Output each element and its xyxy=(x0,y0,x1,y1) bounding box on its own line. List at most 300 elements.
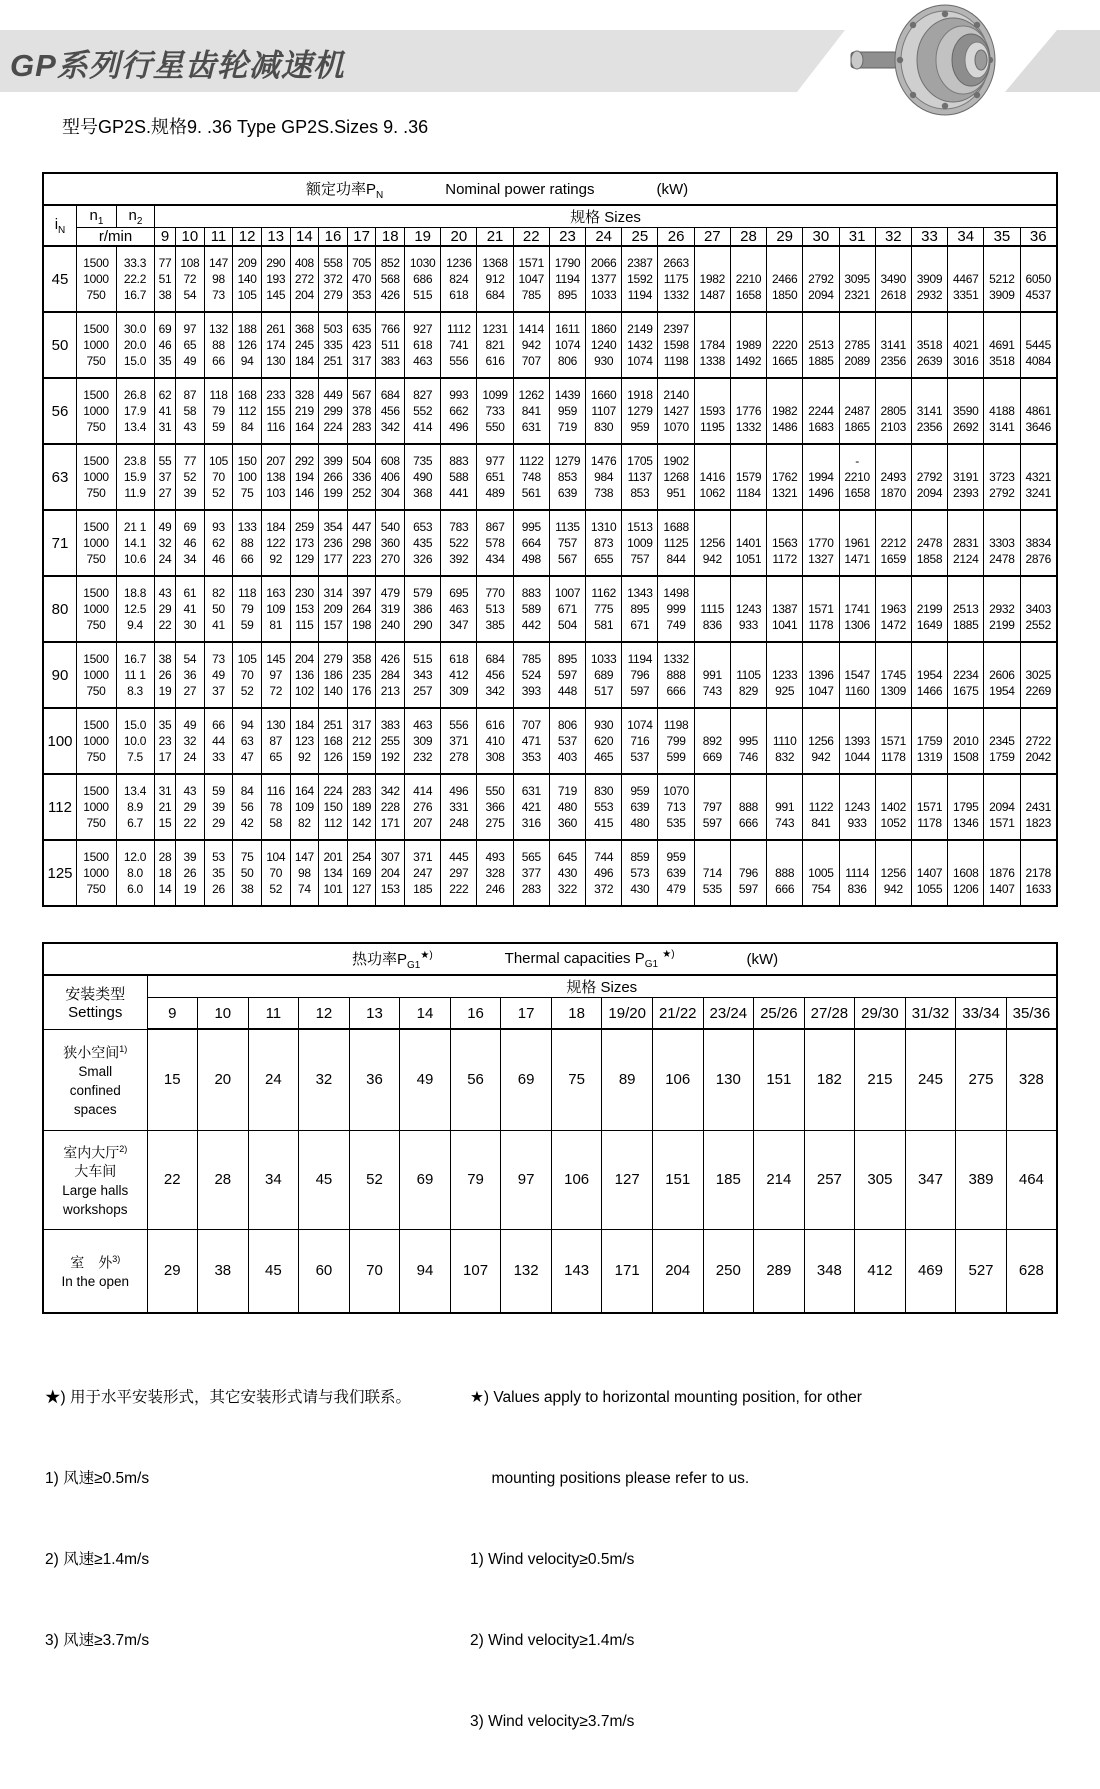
power-cell: 719 480 360 xyxy=(549,774,585,840)
thermal-cell: 348 xyxy=(804,1229,855,1313)
thermal-cell: 328 xyxy=(1006,1029,1057,1130)
power-cell: 1688 1125 844 xyxy=(658,510,694,576)
power-title-zh: 额定功率$P_N$ xyxy=(306,180,384,201)
thermal-cell: 305 xyxy=(855,1130,906,1229)
power-cell: 1476 984 738 xyxy=(586,444,622,510)
power-row-80 xyxy=(43,576,1057,642)
power-row-100 xyxy=(43,708,1057,774)
power-cell: 426 284 213 xyxy=(376,642,405,708)
n1-cell: 1500 1000 750 xyxy=(77,312,117,378)
power-cell: 147 98 74 xyxy=(290,840,319,906)
power-cell: 695 463 347 xyxy=(441,576,477,642)
n1-cell: 1500 1000 750 xyxy=(77,510,117,576)
power-cell: 4188 3141 xyxy=(984,378,1020,444)
thermal-cell: 182 xyxy=(804,1029,855,1130)
power-cell: 1310 873 655 xyxy=(586,510,622,576)
power-cell: 1860 1240 930 xyxy=(586,312,622,378)
power-cell: 132 88 66 xyxy=(204,312,233,378)
thermal-cell: 56 xyxy=(450,1029,501,1130)
power-cell: 150 100 75 xyxy=(233,444,262,510)
power-cell: 785 524 393 xyxy=(513,642,549,708)
power-cell: 830 553 415 xyxy=(586,774,622,840)
ratio-cell: 63 xyxy=(43,444,77,510)
power-cell: 991 743 xyxy=(694,642,730,708)
thermal-cell: 469 xyxy=(905,1229,956,1313)
power-cell: 1236 824 618 xyxy=(441,246,477,312)
power-cell: 2066 1377 1033 xyxy=(586,246,622,312)
power-cell: 31 21 15 xyxy=(155,774,176,840)
power-cell: 2210 1658 xyxy=(730,246,766,312)
power-cell: 2431 1823 xyxy=(1020,774,1057,840)
thermal-cell: 94 xyxy=(400,1229,451,1313)
thermal-cell: 132 xyxy=(501,1229,552,1313)
power-row-56 xyxy=(43,378,1057,444)
power-cell: 62 41 31 xyxy=(155,378,176,444)
power-cell: 354 236 177 xyxy=(319,510,348,576)
power-cell: 2094 1571 xyxy=(984,774,1020,840)
power-cell: 2244 1683 xyxy=(803,378,839,444)
thermal-cell: 79 xyxy=(450,1130,501,1229)
power-cell: 2792 2094 xyxy=(803,246,839,312)
power-cell: 1571 1178 xyxy=(875,708,911,774)
power-cell: 1112 741 556 xyxy=(441,312,477,378)
thermal-cell: 97 xyxy=(501,1130,552,1229)
power-cell: 1105 829 xyxy=(730,642,766,708)
size-column-header: 12 xyxy=(233,228,262,247)
n2-cell: 13.4 8.9 6.7 xyxy=(117,774,155,840)
thermal-title-en: Thermal capacities $P_{G1}$ ★) xyxy=(504,948,675,970)
power-cell: - 2210 1658 xyxy=(839,444,875,510)
thermal-cell: 215 xyxy=(855,1029,906,1130)
power-row-90 xyxy=(43,642,1057,708)
power-cell: 55 37 27 xyxy=(155,444,176,510)
size-column-header: 16 xyxy=(450,998,501,1030)
power-cell: 1233 925 xyxy=(767,642,803,708)
power-cell: 4321 3241 xyxy=(1020,444,1057,510)
power-cell: 397 264 198 xyxy=(347,576,376,642)
power-cell: 1994 1496 xyxy=(803,444,839,510)
power-cell: 3909 2932 xyxy=(911,246,947,312)
n1-cell: 1500 1000 750 xyxy=(77,774,117,840)
thermal-cell: 347 xyxy=(905,1130,956,1229)
power-cell: 1030 686 515 xyxy=(405,246,441,312)
power-cell: 207 138 103 xyxy=(261,444,290,510)
power-cell: 5445 4084 xyxy=(1020,312,1057,378)
size-column-header: 35/36 xyxy=(1006,998,1057,1030)
power-cell: 35 23 17 xyxy=(155,708,176,774)
power-cell: 163 109 81 xyxy=(261,576,290,642)
power-cell: 1256 942 xyxy=(694,510,730,576)
power-cell: 342 228 171 xyxy=(376,774,405,840)
power-cell: 4691 3518 xyxy=(984,312,1020,378)
power-cell: 97 65 49 xyxy=(176,312,205,378)
thermal-cell: 204 xyxy=(652,1229,703,1313)
power-cell: 1114 836 xyxy=(839,840,875,906)
power-ratings-table xyxy=(42,172,1058,907)
power-cell: 1402 1052 xyxy=(875,774,911,840)
power-cell: 1162 775 581 xyxy=(586,576,622,642)
power-cell: 2212 1659 xyxy=(875,510,911,576)
thermal-cell: 464 xyxy=(1006,1130,1057,1229)
thermal-cell: 171 xyxy=(602,1229,653,1313)
power-cell: 2932 2199 xyxy=(984,576,1020,642)
thermal-cell: 151 xyxy=(652,1130,703,1229)
power-cell: 1741 1306 xyxy=(839,576,875,642)
size-column-header: 21/22 xyxy=(652,998,703,1030)
size-column-header: 31/32 xyxy=(905,998,956,1030)
gearbox-image xyxy=(845,2,1015,122)
power-cell: 447 298 223 xyxy=(347,510,376,576)
n2-cell: 15.0 10.0 7.5 xyxy=(117,708,155,774)
power-cell: 1135 757 567 xyxy=(549,510,585,576)
power-cell: 565 377 283 xyxy=(513,840,549,906)
power-cell: 2149 1432 1074 xyxy=(622,312,658,378)
power-cell: 2010 1508 xyxy=(948,708,984,774)
thermal-cell: 89 xyxy=(602,1029,653,1130)
thermal-cell: 412 xyxy=(855,1229,906,1313)
power-cell: 977 651 489 xyxy=(477,444,513,510)
power-cell: 1513 1009 757 xyxy=(622,510,658,576)
power-cell: 2722 2042 xyxy=(1020,708,1057,774)
power-header-row-2 xyxy=(43,228,1057,247)
power-cell: 399 266 199 xyxy=(319,444,348,510)
power-cell: 1005 754 xyxy=(803,840,839,906)
power-cell: 827 552 414 xyxy=(405,378,441,444)
power-cell: 307 204 153 xyxy=(376,840,405,906)
size-column-header: 14 xyxy=(290,228,319,247)
power-cell: 883 588 441 xyxy=(441,444,477,510)
power-cell: 2220 1665 xyxy=(767,312,803,378)
power-cell: 133 88 66 xyxy=(233,510,262,576)
thermal-row xyxy=(43,1130,1057,1229)
power-row-71 xyxy=(43,510,1057,576)
power-cell: 1343 895 671 xyxy=(622,576,658,642)
thermal-cell: 628 xyxy=(1006,1229,1057,1313)
power-cell: 283 189 142 xyxy=(347,774,376,840)
power-cell: 1387 1041 xyxy=(767,576,803,642)
n1-cell: 1500 1000 750 xyxy=(77,444,117,510)
power-table-title-row xyxy=(43,173,1057,205)
power-cell: 1982 1486 xyxy=(767,378,803,444)
size-column-header: 25/26 xyxy=(754,998,805,1030)
thermal-cell: 60 xyxy=(299,1229,350,1313)
power-cell: 28 18 14 xyxy=(155,840,176,906)
power-cell: 515 343 257 xyxy=(405,642,441,708)
power-cell: 3141 2356 xyxy=(875,312,911,378)
setting-label-cell: 室内大厅$^{2)}$ 大车间 Large halls workshops xyxy=(43,1130,147,1229)
thermal-cell: 52 xyxy=(349,1130,400,1229)
power-cell: 2234 1675 xyxy=(948,642,984,708)
n2-cell: 23.8 15.9 11.9 xyxy=(117,444,155,510)
thermal-cell: 45 xyxy=(299,1130,350,1229)
page-title: GP系列行星齿轮减速机 xyxy=(10,48,345,83)
power-cell: 94 63 47 xyxy=(233,708,262,774)
power-cell: 290 193 145 xyxy=(261,246,290,312)
size-column-header: 28 xyxy=(730,228,766,247)
n1-column-header: $n_1$ xyxy=(77,205,117,228)
power-cell: 892 669 xyxy=(694,708,730,774)
power-cell: 684 456 342 xyxy=(376,378,405,444)
power-cell: 503 335 251 xyxy=(319,312,348,378)
thermal-cell: 107 xyxy=(450,1229,501,1313)
power-cell: 1982 1487 xyxy=(694,246,730,312)
settings-column-header: 安装类型 Settings xyxy=(43,975,147,1029)
setting-label-cell: 室 外$^{3)}$ In the open xyxy=(43,1229,147,1313)
power-cell: 859 573 430 xyxy=(622,840,658,906)
power-cell: 38 26 19 xyxy=(155,642,176,708)
n1-cell: 1500 1000 750 xyxy=(77,840,117,906)
power-cell: 3518 2639 xyxy=(911,312,947,378)
power-cell: 2466 1850 xyxy=(767,246,803,312)
thermal-cell: 45 xyxy=(248,1229,299,1313)
n1-cell: 1500 1000 750 xyxy=(77,378,117,444)
power-cell: 314 209 157 xyxy=(319,576,348,642)
banner-stripe xyxy=(1005,30,1100,92)
power-cell: 1439 959 719 xyxy=(549,378,585,444)
thermal-cell: 257 xyxy=(804,1130,855,1229)
power-cell: 1547 1160 xyxy=(839,642,875,708)
power-cell: 1762 1321 xyxy=(767,444,803,510)
power-cell: 59 39 29 xyxy=(204,774,233,840)
thermal-cell: 38 xyxy=(198,1229,249,1313)
power-cell: 1989 1492 xyxy=(730,312,766,378)
footnote-line: 3) Wind velocity≥3.7m/s xyxy=(470,1713,635,1730)
thermal-cell: 289 xyxy=(754,1229,805,1313)
power-cell: 2493 1870 xyxy=(875,444,911,510)
power-cell: 504 336 252 xyxy=(347,444,376,510)
power-cell: 1571 1178 xyxy=(911,774,947,840)
power-cell: 4467 3351 xyxy=(948,246,984,312)
power-cell: 540 360 270 xyxy=(376,510,405,576)
size-column-header: 31 xyxy=(839,228,875,247)
power-cell: 558 372 279 xyxy=(319,246,348,312)
size-column-header: 16 xyxy=(319,228,348,247)
thermal-capacities-table xyxy=(42,942,1058,1314)
power-cell: 1368 912 684 xyxy=(477,246,513,312)
thermal-cell: 69 xyxy=(400,1130,451,1229)
power-cell: 2805 2103 xyxy=(875,378,911,444)
ratio-cell: 50 xyxy=(43,312,77,378)
power-cell: 3303 2478 xyxy=(984,510,1020,576)
ratio-cell: 100 xyxy=(43,708,77,774)
power-title-unit: (kW) xyxy=(656,180,689,198)
power-cell: 1795 1346 xyxy=(948,774,984,840)
power-cell: 1770 1327 xyxy=(803,510,839,576)
size-column-header: 19/20 xyxy=(602,998,653,1030)
power-cell: 251 168 126 xyxy=(319,708,348,774)
power-cell: 82 50 41 xyxy=(204,576,233,642)
size-column-header: 29/30 xyxy=(855,998,906,1030)
thermal-cell: 69 xyxy=(501,1029,552,1130)
power-cell: 3723 2792 xyxy=(984,444,1020,510)
thermal-cell: 32 xyxy=(299,1029,350,1130)
power-cell: 49 32 24 xyxy=(176,708,205,774)
power-cell: 3590 2692 xyxy=(948,378,984,444)
thermal-cell: 151 xyxy=(754,1029,805,1130)
power-cell: 567 378 283 xyxy=(347,378,376,444)
ratio-cell: 112 xyxy=(43,774,77,840)
power-cell: 93 62 46 xyxy=(204,510,233,576)
power-cell: 292 194 146 xyxy=(290,444,319,510)
thermal-cell: 275 xyxy=(956,1029,1007,1130)
thermal-table-title-row xyxy=(43,943,1057,975)
power-cell: 2513 1885 xyxy=(948,576,984,642)
thermal-cell: 36 xyxy=(349,1029,400,1130)
power-cell: 1122 748 561 xyxy=(513,444,549,510)
n2-cell: 26.8 17.9 13.4 xyxy=(117,378,155,444)
thermal-cell: 49 xyxy=(400,1029,451,1130)
power-cell: 383 255 192 xyxy=(376,708,405,774)
power-cell: 1498 999 749 xyxy=(658,576,694,642)
power-cell: 735 490 368 xyxy=(405,444,441,510)
size-column-header: 11 xyxy=(248,998,299,1030)
power-cell: 4861 3646 xyxy=(1020,378,1057,444)
thermal-header-row-2 xyxy=(43,998,1057,1030)
size-column-header: 25 xyxy=(622,228,658,247)
size-column-header: 9 xyxy=(147,998,198,1030)
thermal-title-unit: (kW) xyxy=(746,950,779,968)
power-cell: 2792 2094 xyxy=(911,444,947,510)
power-cell: 645 430 322 xyxy=(549,840,585,906)
size-column-header: 27/28 xyxy=(804,998,855,1030)
power-cell: 1790 1194 895 xyxy=(549,246,585,312)
power-cell: 73 49 37 xyxy=(204,642,233,708)
size-column-header: 34 xyxy=(948,228,984,247)
power-cell: 3403 2552 xyxy=(1020,576,1057,642)
n2-column-header: $n_2$ xyxy=(117,205,155,228)
power-cell: 2387 1592 1194 xyxy=(622,246,658,312)
power-cell: 368 245 184 xyxy=(290,312,319,378)
thermal-cell: 130 xyxy=(703,1029,754,1130)
power-cell: 184 123 92 xyxy=(290,708,319,774)
size-column-header: 24 xyxy=(586,228,622,247)
size-column-header: 10 xyxy=(176,228,205,247)
power-cell: 852 568 426 xyxy=(376,246,405,312)
power-cell: 1332 888 666 xyxy=(658,642,694,708)
power-cell: 259 173 129 xyxy=(290,510,319,576)
power-cell: 317 212 159 xyxy=(347,708,376,774)
thermal-cell: 34 xyxy=(248,1130,299,1229)
power-row-50 xyxy=(43,312,1057,378)
power-cell: 796 597 xyxy=(730,840,766,906)
power-cell: 714 535 xyxy=(694,840,730,906)
power-cell: 556 371 278 xyxy=(441,708,477,774)
thermal-row xyxy=(43,1229,1057,1313)
power-cell: 2199 1649 xyxy=(911,576,947,642)
power-cell: 744 496 372 xyxy=(586,840,622,906)
size-column-header: 20 xyxy=(441,228,477,247)
power-cell: 77 51 38 xyxy=(155,246,176,312)
power-cell: 66 44 33 xyxy=(204,708,233,774)
power-cell: 2397 1598 1198 xyxy=(658,312,694,378)
power-cell: 2478 1858 xyxy=(911,510,947,576)
power-cell: 1579 1184 xyxy=(730,444,766,510)
power-cell: 1256 942 xyxy=(875,840,911,906)
power-cell: 1279 853 639 xyxy=(549,444,585,510)
n2-cell: 30.0 20.0 15.0 xyxy=(117,312,155,378)
ratio-cell: 45 xyxy=(43,246,77,312)
rpm-label: r/min xyxy=(77,228,155,247)
power-cell: 1784 1338 xyxy=(694,312,730,378)
size-column-header: 30 xyxy=(803,228,839,247)
setting-label-cell: 狭小空间$^{1)}$ Small confined spaces xyxy=(43,1029,147,1130)
size-column-header: 14 xyxy=(400,998,451,1030)
power-cell: 1194 796 597 xyxy=(622,642,658,708)
thermal-table-body xyxy=(43,1029,1057,1313)
power-cell: 2513 1885 xyxy=(803,312,839,378)
power-cell: 1198 799 599 xyxy=(658,708,694,774)
n1-cell: 1500 1000 750 xyxy=(77,576,117,642)
size-column-header: 11 xyxy=(204,228,233,247)
footnote-line: 3) 风速≥3.7m/s xyxy=(45,1632,150,1649)
power-cell: 118 79 59 xyxy=(233,576,262,642)
power-cell: 147 98 73 xyxy=(204,246,233,312)
power-cell: 204 136 102 xyxy=(290,642,319,708)
power-cell: 3834 2876 xyxy=(1020,510,1057,576)
thermal-title-zh: 热功率$P_{G1}^{★)}$ xyxy=(352,949,433,971)
power-cell: 1563 1172 xyxy=(767,510,803,576)
size-column-header: 21 xyxy=(477,228,513,247)
power-cell: 230 153 115 xyxy=(290,576,319,642)
power-cell: 1416 1062 xyxy=(694,444,730,510)
size-column-header: 9 xyxy=(155,228,176,247)
power-cell: 108 72 54 xyxy=(176,246,205,312)
power-cell: 279 186 140 xyxy=(319,642,348,708)
power-cell: 1262 841 631 xyxy=(513,378,549,444)
thermal-cell: 527 xyxy=(956,1229,1007,1313)
n1-cell: 1500 1000 750 xyxy=(77,642,117,708)
power-cell: 164 109 82 xyxy=(290,774,319,840)
ratio-cell: 125 xyxy=(43,840,77,906)
power-cell: 1256 942 xyxy=(803,708,839,774)
ratio-cell: 56 xyxy=(43,378,77,444)
power-cell: 6050 4537 xyxy=(1020,246,1057,312)
power-cell: 3191 2393 xyxy=(948,444,984,510)
thermal-cell: 24 xyxy=(248,1029,299,1130)
power-row-125 xyxy=(43,840,1057,906)
thermal-cell: 70 xyxy=(349,1229,400,1313)
power-cell: 77 52 39 xyxy=(176,444,205,510)
ratio-cell: 71 xyxy=(43,510,77,576)
n1-cell: 1500 1000 750 xyxy=(77,708,117,774)
power-cell: 867 578 434 xyxy=(477,510,513,576)
power-cell: 766 511 383 xyxy=(376,312,405,378)
thermal-cell: 143 xyxy=(551,1229,602,1313)
size-column-header: 26 xyxy=(658,228,694,247)
power-cell: 1070 713 535 xyxy=(658,774,694,840)
footnote-line: ★) 用于水平安装形式，其它安装形式请与我们联系。 xyxy=(45,1389,411,1406)
power-row-45 xyxy=(43,246,1057,312)
power-cell: 1745 1309 xyxy=(875,642,911,708)
power-cell: 414 276 207 xyxy=(405,774,441,840)
footnotes-english xyxy=(470,1330,1050,1789)
power-cell: 991 743 xyxy=(767,774,803,840)
thermal-header-row-1 xyxy=(43,975,1057,998)
ratio-column-header: $i_N$ xyxy=(43,205,77,246)
footnote-line: 2) Wind velocity≥1.4m/s xyxy=(470,1632,635,1649)
power-cell: 105 70 52 xyxy=(204,444,233,510)
power-cell: 1660 1107 830 xyxy=(586,378,622,444)
power-cell: 1401 1051 xyxy=(730,510,766,576)
power-cell: 449 299 224 xyxy=(319,378,348,444)
footnotes xyxy=(45,1330,1075,1789)
power-cell: 254 169 127 xyxy=(347,840,376,906)
size-column-header: 36 xyxy=(1020,228,1057,247)
ratio-cell: 90 xyxy=(43,642,77,708)
power-cell: 1759 1319 xyxy=(911,708,947,774)
power-cell: 358 235 176 xyxy=(347,642,376,708)
power-cell: 707 471 353 xyxy=(513,708,549,774)
